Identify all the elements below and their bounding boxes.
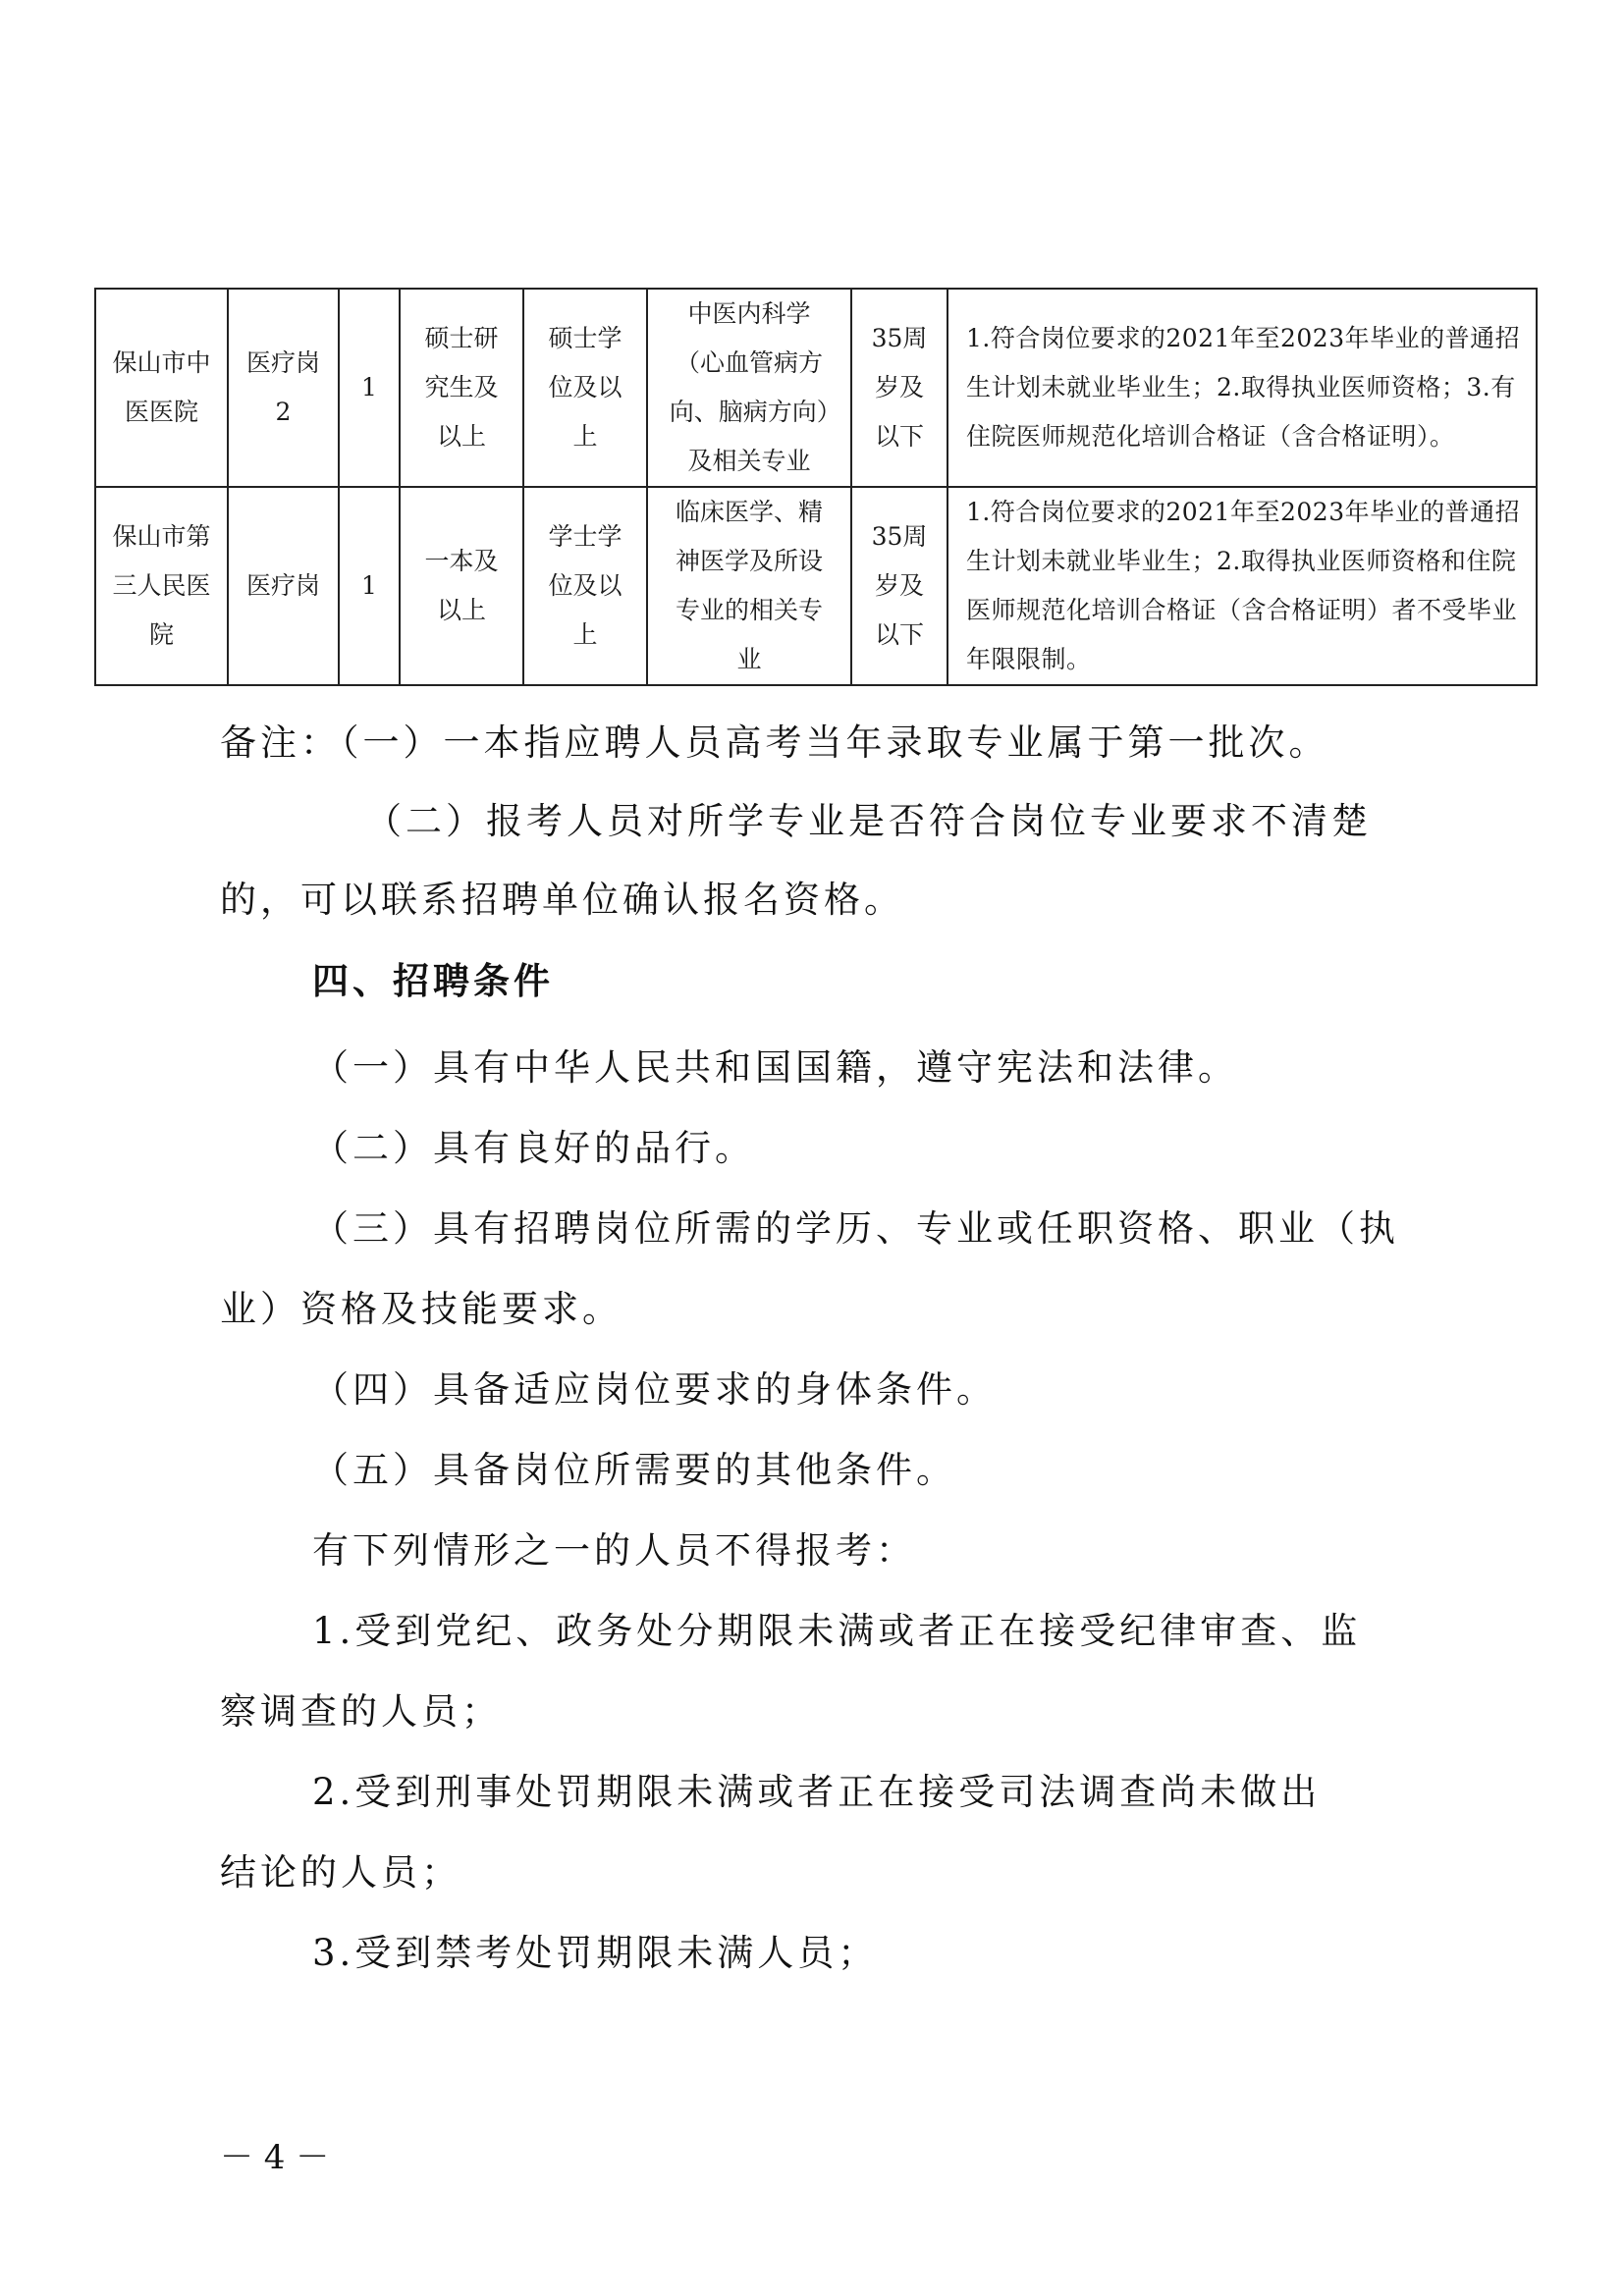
page-number: － 4 － bbox=[220, 2138, 330, 2177]
unit-cell: 保山市中医医院 bbox=[95, 289, 228, 487]
condition-item-5: （五）具备岗位所需要的其他条件。 bbox=[312, 1449, 956, 1491]
exclusion-2-line-2: 结论的人员； bbox=[220, 1851, 461, 1894]
note-1: 备注：（一）一本指应聘人员高考当年录取专业属于第一批次。 bbox=[220, 721, 1329, 764]
note-2-line-1: （二）报考人员对所学专业是否符合岗位专业要求不清楚 bbox=[365, 800, 1372, 842]
education-cell: 硕士研究生及以上 bbox=[400, 289, 523, 487]
condition-item-3-line-2: 业）资格及技能要求。 bbox=[220, 1288, 623, 1330]
requirements-cell: 1.符合岗位要求的2021年至2023年毕业的普通招生计划未就业毕业生；2.取得执业医师资格和住院医师规范化培训合格证（含合格证明）者不受毕业年限限制。 bbox=[947, 487, 1537, 685]
exclusion-1-line-2: 察调查的人员； bbox=[220, 1690, 502, 1733]
age-cell: 35周岁及以下 bbox=[851, 487, 947, 685]
condition-item-1: （一）具有中华人民共和国国籍，遵守宪法和法律。 bbox=[312, 1046, 1238, 1089]
condition-item-3-line-1: （三）具有招聘岗位所需的学历、专业或任职资格、职业（执 bbox=[312, 1207, 1399, 1250]
condition-item-4: （四）具备适应岗位要求的身体条件。 bbox=[312, 1368, 997, 1411]
exclusion-1-line-1: 1.受到党纪、政务处分期限未满或者正在接受纪律审查、监 bbox=[312, 1610, 1362, 1652]
positions-table bbox=[94, 288, 1538, 686]
table-row bbox=[95, 289, 1537, 487]
section-heading: 四、招聘条件 bbox=[312, 960, 554, 1002]
count-cell: 1 bbox=[339, 289, 400, 487]
exclusion-3: 3.受到禁考处罚期限未满人员； bbox=[312, 1932, 879, 1974]
count-cell: 1 bbox=[339, 487, 400, 685]
post-cell: 医疗岗 bbox=[228, 487, 339, 685]
major-cell: 临床医学、精神医学及所设专业的相关专业 bbox=[647, 487, 851, 685]
unit-cell: 保山市第三人民医院 bbox=[95, 487, 228, 685]
exclusion-2-line-1: 2.受到刑事处罚期限未满或者正在接受司法调查尚未做出 bbox=[312, 1771, 1322, 1813]
exclusion-intro: 有下列情形之一的人员不得报考： bbox=[312, 1529, 916, 1572]
degree-cell: 硕士学位及以上 bbox=[523, 289, 647, 487]
education-cell: 一本及以上 bbox=[400, 487, 523, 685]
degree-cell: 学士学位及以上 bbox=[523, 487, 647, 685]
age-cell: 35周岁及以下 bbox=[851, 289, 947, 487]
condition-item-2: （二）具有良好的品行。 bbox=[312, 1127, 755, 1169]
post-cell: 医疗岗2 bbox=[228, 289, 339, 487]
note-2-line-2: 的，可以联系招聘单位确认报名资格。 bbox=[220, 879, 904, 921]
requirements-cell: 1.符合岗位要求的2021年至2023年毕业的普通招生计划未就业毕业生；2.取得执业医师资格；3.有住院医师规范化培训合格证（含合格证明）。 bbox=[947, 289, 1537, 487]
table-row bbox=[95, 487, 1537, 685]
major-cell: 中医内科学（心血管病方向、脑病方向）及相关专业 bbox=[647, 289, 851, 487]
